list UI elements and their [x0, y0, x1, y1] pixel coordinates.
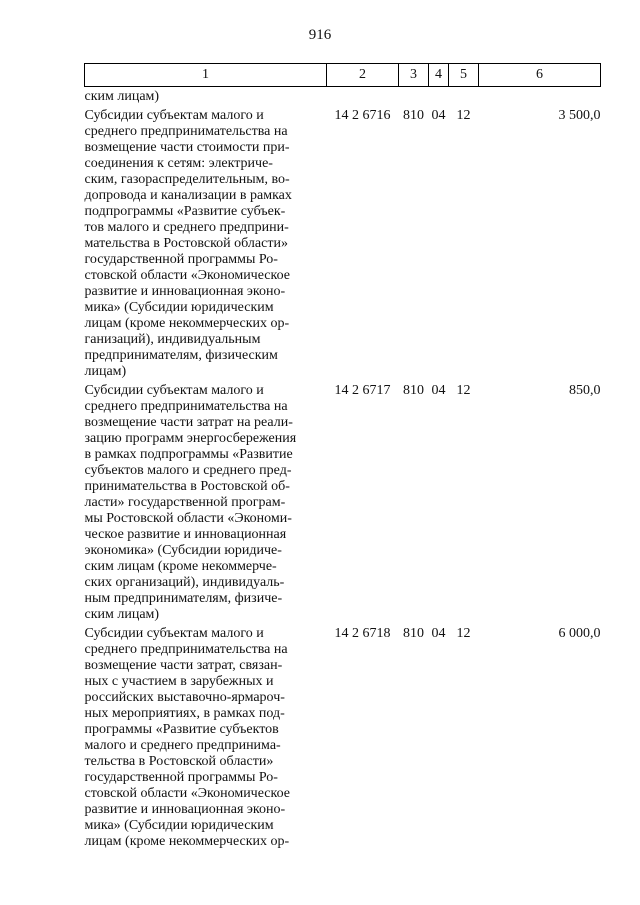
table-row: [85, 105, 601, 380]
header-col-1: 1: [85, 64, 327, 87]
target-article-code: 14 2 6717: [334, 383, 391, 398]
description-line: допровода и канализации в рамках: [84, 188, 292, 203]
description-line: ческое развитие и инновационная: [84, 527, 287, 542]
description-line: Субсидии субъектам малого и: [84, 383, 264, 398]
amount: 3 500,0: [558, 108, 601, 123]
description-line: стовской области «Экономическое: [84, 268, 290, 283]
description-line: мика» (Субсидии юридическим: [84, 300, 274, 315]
description-line: возмещение части затрат, связан-: [84, 658, 283, 673]
expense-type-code: 810: [403, 383, 424, 398]
section-code: 04: [431, 108, 446, 123]
amount: 850,0: [569, 383, 601, 398]
budget-table: [84, 63, 601, 850]
header-col-5: 5: [449, 64, 479, 87]
description-line: зацию программ энергосбережения: [84, 431, 297, 446]
description-line: в рамках подпрограммы «Развитие: [84, 447, 293, 462]
description-line: ным предпринимателям, физиче-: [84, 591, 283, 606]
target-article-code: 14 2 6716: [334, 108, 391, 123]
description-line: принимательства в Ростовской об-: [84, 479, 290, 494]
table-header-row: [85, 64, 601, 87]
description-line: ласти» государственной програм-: [84, 495, 286, 510]
description-line: лицам): [84, 364, 127, 379]
description-line: мы Ростовской области «Экономи-: [84, 511, 292, 526]
description-line: предпринимателям, физическим: [84, 348, 278, 363]
header-col-6: 6: [479, 64, 601, 87]
header-col-3: 3: [399, 64, 429, 87]
description-line: среднего предпринимательства на: [84, 124, 288, 139]
description-line: мательства в Ростовской области»: [84, 236, 288, 251]
description-line: российских выставочно-ярмароч-: [84, 690, 285, 705]
description-line: Субсидии субъектам малого и: [84, 626, 264, 641]
continuation-text: ским лицам): [84, 89, 160, 104]
row-description: [85, 380, 327, 623]
description-line: ским, газораспределительным, во-: [84, 172, 290, 187]
description-line: малого и среднего предпринима-: [84, 738, 281, 753]
section-code: 04: [431, 383, 446, 398]
description-line: государственной программы Ро-: [84, 252, 278, 267]
description-line: ных с участием в зарубежных и: [84, 674, 274, 689]
table-row: [85, 623, 601, 850]
description-line: соединения к сетям: электриче-: [84, 156, 273, 171]
description-line: развитие и инновационная эконо-: [84, 802, 286, 817]
section-code: 04: [431, 626, 446, 641]
description-line: возмещение части затрат на реали-: [84, 415, 293, 430]
row-description: [85, 105, 327, 380]
description-line: государственной программы Ро-: [84, 770, 278, 785]
description-line: подпрограммы «Развитие субъек-: [84, 204, 286, 219]
header-col-2: 2: [327, 64, 399, 87]
expense-type-code: 810: [403, 626, 424, 641]
description-line: ских организаций), индивидуаль-: [84, 575, 285, 590]
description-line: среднего предпринимательства на: [84, 642, 288, 657]
description-line: тов малого и среднего предприни-: [84, 220, 289, 235]
description-line: экономика» (Субсидии юридиче-: [84, 543, 282, 558]
description-line: лицам (кроме некоммерческих ор-: [84, 316, 290, 331]
page-number: 916: [308, 27, 332, 43]
continuation-row: [85, 87, 601, 106]
subsection-code: 12: [456, 626, 471, 641]
expense-type-code: 810: [403, 108, 424, 123]
description-line: ных мероприятиях, в рамках под-: [84, 706, 285, 721]
target-article-code: 14 2 6718: [334, 626, 391, 641]
table-row: [85, 380, 601, 623]
description-line: развитие и инновационная эконо-: [84, 284, 286, 299]
description-line: ганизаций), индивидуальным: [84, 332, 261, 347]
description-line: среднего предпринимательства на: [84, 399, 288, 414]
description-line: ским лицам): [84, 607, 160, 622]
subsection-code: 12: [456, 108, 471, 123]
description-line: тельства в Ростовской области»: [84, 754, 274, 769]
subsection-code: 12: [456, 383, 471, 398]
row-description: [85, 623, 327, 850]
header-col-4: 4: [429, 64, 449, 87]
description-line: программы «Развитие субъектов: [84, 722, 279, 737]
description-line: мика» (Субсидии юридическим: [84, 818, 274, 833]
amount: 6 000,0: [558, 626, 601, 641]
description-line: лицам (кроме некоммерческих ор-: [84, 834, 290, 849]
description-line: ским лицам (кроме некоммерче-: [84, 559, 277, 574]
description-line: стовской области «Экономическое: [84, 786, 290, 801]
description-line: возмещение части стоимости при-: [84, 140, 290, 155]
description-line: Субсидии субъектам малого и: [84, 108, 264, 123]
description-line: субъектов малого и среднего пред-: [84, 463, 292, 478]
